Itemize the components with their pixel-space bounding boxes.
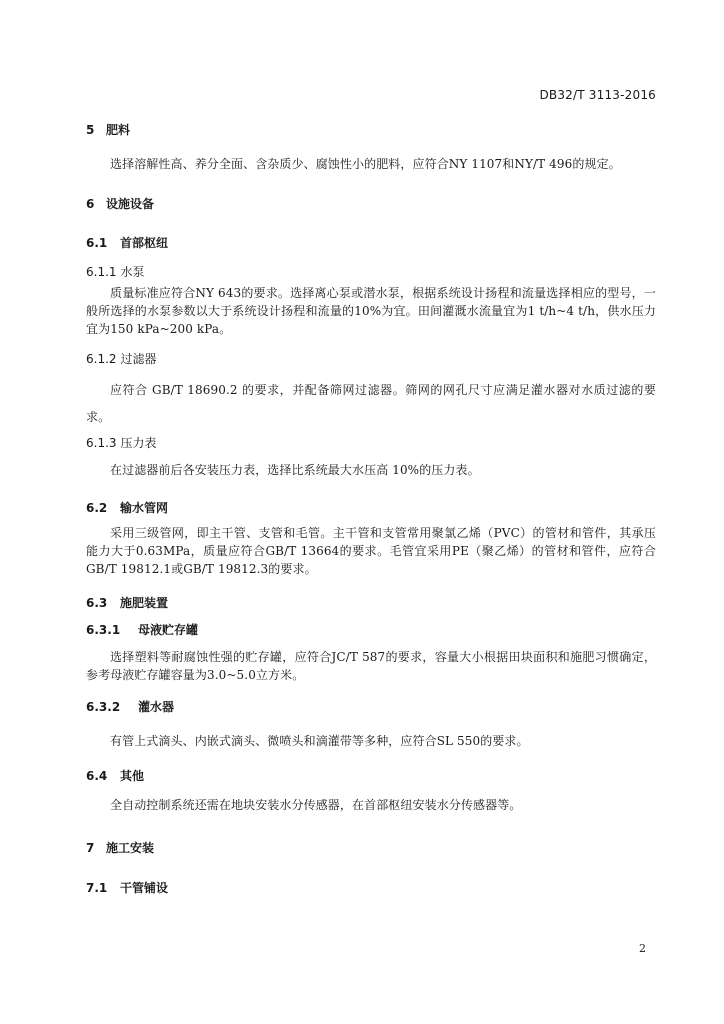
- section-heading-7: [86, 839, 154, 856]
- paragraph-pump: 质量标准应符合NY 643的要求。选择离心泵或潜水泵，根据系统设计扬程和流量选择相应的型号，一般所选择的水泵参数以大于系统设计扬程和流量的10%为宜。田间灌溉水流量宜为1 t/h~4 t/h，供水压力宜为150 kPa~200 kPa。: [86, 286, 656, 336]
- section-number: 6.3.1: [86, 623, 121, 637]
- section-number: 6.1.1: [86, 265, 117, 279]
- section-title: 设施设备: [106, 197, 155, 211]
- section-title: 水泵: [120, 265, 145, 279]
- section-heading-6-1-3: [86, 434, 157, 451]
- section-heading-7-1: [86, 879, 168, 896]
- section-title: 干管铺设: [120, 881, 169, 895]
- paragraph-pipe-network: 采用三级管网，即主干管、支管和毛管。主干管和支管常用聚氯乙烯（PVC）的管材和管件，其承压能力大于0.63MPa，质量应符合GB/T 13664的要求。毛管宜采用PE（聚乙烯）的管材和管件，应符合GB/T 19812.1或GB/T 19812.3的要求。: [86, 526, 656, 576]
- paragraph-other: 全自动控制系统还需在地块安装水分传感器，在首部枢纽安装水分传感器等。: [110, 798, 522, 812]
- section-number: 6.1.2: [86, 352, 117, 366]
- section-number: 6.1.3: [86, 436, 117, 450]
- section-heading-6-3-1: [86, 621, 198, 638]
- section-heading-6-4: [86, 767, 144, 784]
- section-heading-5: [86, 121, 130, 138]
- paragraph-fertilizer: 选择溶解性高、养分全面、含杂质少、腐蚀性小的肥料，应符合NY 1107和NY/T 496的规定。: [110, 157, 621, 171]
- section-heading-6-1: [86, 234, 168, 251]
- paragraph-filter: 应符合 GB/T 18690.2 的要求，并配备筛网过滤器。筛网的网孔尺寸应满足灌水器对水质过滤的要求。: [86, 383, 656, 424]
- section-number: 6: [86, 197, 95, 211]
- section-number: 6.2: [86, 501, 108, 515]
- header-rule: [86, 108, 656, 109]
- section-number: 6.1: [86, 236, 108, 250]
- section-heading-6-2: [86, 499, 168, 516]
- section-number: 6.4: [86, 769, 108, 783]
- section-title: 过滤器: [120, 352, 157, 366]
- section-title: 肥料: [106, 123, 131, 137]
- paragraph-emitter: 有管上式滴头、内嵌式滴头、微喷头和滴灌带等多种，应符合SL 550的要求。: [110, 734, 529, 748]
- section-heading-6-1-2: [86, 350, 157, 367]
- section-number: 6.3.2: [86, 700, 121, 714]
- paragraph-stock-tank: 选择塑料等耐腐蚀性强的贮存罐，应符合JC/T 587的要求，容量大小根据田块面积和施肥习惯确定，参考母液贮存罐容量为3.0~5.0立方米。: [86, 650, 656, 682]
- section-title: 母液贮存罐: [138, 623, 199, 637]
- section-number: 7.1: [86, 881, 108, 895]
- section-title: 灌水器: [138, 700, 175, 714]
- section-title: 压力表: [120, 436, 157, 450]
- section-number: 5: [86, 123, 95, 137]
- section-title: 施肥装置: [120, 596, 169, 610]
- section-heading-6-3-2: [86, 698, 174, 715]
- section-number: 7: [86, 841, 95, 855]
- section-title: 首部枢纽: [120, 236, 169, 250]
- section-title: 输水管网: [120, 501, 169, 515]
- section-title: 其他: [120, 769, 145, 783]
- section-number: 6.3: [86, 596, 108, 610]
- paragraph-pressure-gauge: 在过滤器前后各安装压力表，选择比系统最大水压高 10%的压力表。: [110, 463, 480, 477]
- section-heading-6-1-1: [86, 263, 145, 280]
- section-heading-6: [86, 195, 154, 212]
- page-number: 2: [639, 942, 646, 955]
- standard-code: DB32/T 3113-2016: [539, 88, 656, 102]
- section-title: 施工安装: [106, 841, 155, 855]
- section-heading-6-3: [86, 594, 168, 611]
